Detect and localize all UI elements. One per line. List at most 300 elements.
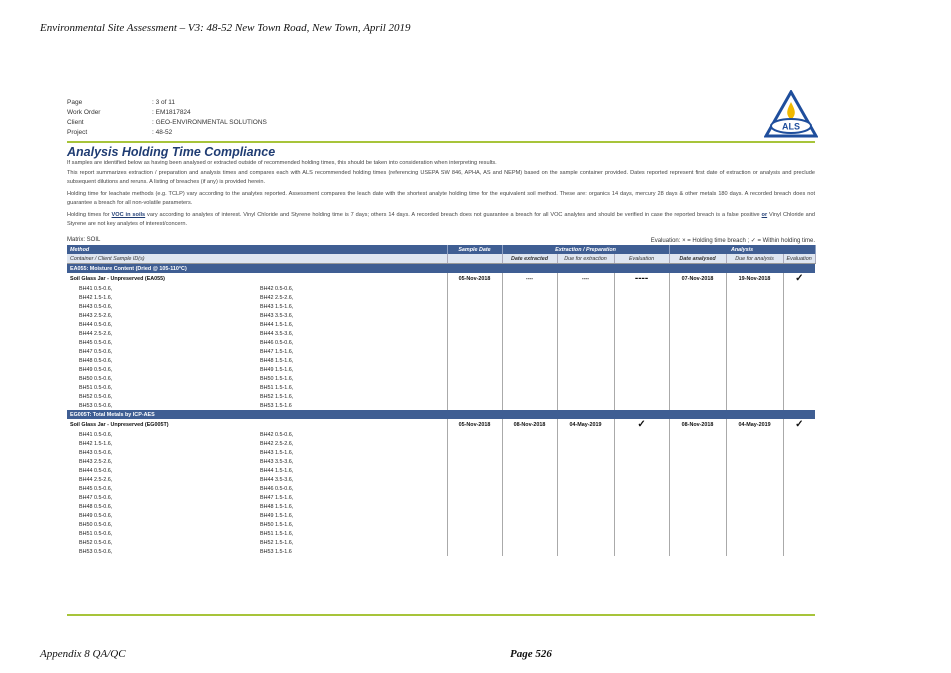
- empty-cell: [447, 511, 502, 520]
- empty-cell: [726, 484, 783, 493]
- empty-cell: [502, 392, 557, 401]
- table-row: [67, 430, 815, 439]
- empty-cell: [726, 284, 783, 293]
- empty-cell: [557, 374, 614, 383]
- table-row: [67, 383, 815, 392]
- date-extracted: ----: [502, 273, 557, 284]
- empty-cell: [447, 466, 502, 475]
- empty-cell: [726, 493, 783, 502]
- table-row: [67, 502, 815, 511]
- sample-id: BH42 1.5-1.6,: [79, 294, 113, 301]
- empty-cell: [614, 293, 669, 302]
- sample-id: BH43 3.5-3.6,: [260, 312, 294, 319]
- empty-cell: [783, 293, 815, 302]
- empty-cell: [614, 457, 669, 466]
- empty-cell: [557, 547, 614, 556]
- empty-cell: [502, 439, 557, 448]
- empty-cell: [614, 329, 669, 338]
- empty-cell: [614, 356, 669, 365]
- empty-cell: [669, 457, 726, 466]
- empty-cell: [726, 374, 783, 383]
- date-analysed: 07-Nov-2018: [669, 273, 726, 284]
- sample-id: BH43 1.5-1.6,: [260, 449, 294, 456]
- empty-cell: [557, 448, 614, 457]
- empty-cell: [726, 293, 783, 302]
- table-row: [67, 392, 815, 401]
- table-row: [67, 338, 815, 347]
- method-row-cell: [557, 410, 614, 419]
- header-extraction: Extraction / Preparation: [502, 245, 669, 254]
- empty-cell: [783, 439, 815, 448]
- sample-id: BH50 0.5-0.6,: [79, 521, 113, 528]
- method-row-cell: [669, 410, 726, 419]
- info-row: [67, 118, 267, 128]
- empty-cell: [726, 383, 783, 392]
- sample-id: BH48 0.5-0.6,: [79, 357, 113, 364]
- empty-cell: [447, 529, 502, 538]
- empty-cell: [669, 511, 726, 520]
- empty-cell: [557, 493, 614, 502]
- empty-cell: [669, 493, 726, 502]
- empty-cell: [614, 374, 669, 383]
- footer-page: [510, 648, 552, 660]
- empty-cell: [726, 511, 783, 520]
- empty-cell: [447, 284, 502, 293]
- sample-id: BH46 0.5-0.6,: [260, 339, 294, 346]
- empty-cell: [669, 430, 726, 439]
- paragraph-2: This report summarizes extraction / preparation and analysis times and compares each with ALS recommended holding times (referencing USEPA SW 846, APHA, AS and NEPM) based on the sample container provided. Dates reported represent first date of extraction or analysis and preclude subsequent dilutions and reruns. A listing of breaches (if any) is provided herein.: [67, 170, 815, 185]
- empty-cell: [783, 329, 815, 338]
- header-evaluation-1: Evaluation: [614, 254, 669, 264]
- empty-cell: [669, 302, 726, 311]
- sample-id: BH52 1.5-1.6,: [260, 393, 294, 400]
- info-value: : GEO-ENVIRONMENTAL SOLUTIONS: [152, 119, 267, 126]
- sample-id: BH41 0.5-0.6,: [79, 285, 113, 292]
- empty-cell: [614, 347, 669, 356]
- empty-cell: [502, 475, 557, 484]
- empty-cell: [502, 284, 557, 293]
- table-row: [67, 365, 815, 374]
- empty-cell: [614, 338, 669, 347]
- table-row: [67, 538, 815, 547]
- empty-cell: [783, 356, 815, 365]
- empty-cell: [502, 529, 557, 538]
- empty-cell: [614, 448, 669, 457]
- sample-id: BH53 0.5-0.6,: [79, 548, 113, 555]
- header-method: Method: [67, 245, 447, 254]
- empty-cell: [726, 466, 783, 475]
- table-row: [67, 374, 815, 383]
- table-row: [67, 302, 815, 311]
- matrix-text: Matrix: SOIL: [67, 237, 101, 243]
- header-blank: [447, 254, 502, 264]
- sample-id: BH44 0.5-0.6,: [79, 467, 113, 474]
- holding-time-table: [67, 245, 816, 556]
- bottom-divider: [67, 614, 815, 616]
- sample-id: BH51 0.5-0.6,: [79, 384, 113, 391]
- empty-cell: [614, 302, 669, 311]
- empty-cell: [557, 475, 614, 484]
- info-label: Project: [67, 129, 88, 136]
- empty-cell: [669, 529, 726, 538]
- table-row: [67, 529, 815, 538]
- empty-cell: [726, 457, 783, 466]
- table-row: [67, 448, 815, 457]
- method-row-cell: [557, 264, 614, 274]
- empty-cell: [669, 311, 726, 320]
- empty-cell: [783, 302, 815, 311]
- info-label: Page: [67, 99, 83, 106]
- empty-cell: [557, 383, 614, 392]
- empty-cell: [614, 511, 669, 520]
- empty-cell: [614, 502, 669, 511]
- header-due-analysis: Due for analysis: [726, 254, 783, 264]
- paragraph-1: If samples are identified below as having been analysed or extracted outside of recommended holding times, this should be taken into consideration when interpreting results.: [67, 160, 497, 166]
- empty-cell: [783, 383, 815, 392]
- method-name: EA055: Moisture Content (Dried @ 105-110°C): [67, 264, 447, 274]
- sample-id: BH52 0.5-0.6,: [79, 393, 113, 400]
- empty-cell: [669, 466, 726, 475]
- method-row: [67, 410, 815, 419]
- document-header: Environmental Site Assessment – V3: 48-52 New Town Road, New Town, April 2019: [40, 22, 411, 34]
- sample-id: BH43 1.5-1.6,: [260, 303, 294, 310]
- empty-cell: [614, 320, 669, 329]
- empty-cell: [726, 439, 783, 448]
- empty-cell: [726, 320, 783, 329]
- empty-cell: [447, 338, 502, 347]
- empty-cell: [557, 502, 614, 511]
- empty-cell: [447, 430, 502, 439]
- header-evaluation-2: Evaluation: [783, 254, 815, 264]
- empty-cell: [669, 392, 726, 401]
- empty-cell: [447, 392, 502, 401]
- empty-cell: [447, 293, 502, 302]
- empty-cell: [783, 493, 815, 502]
- empty-cell: [557, 439, 614, 448]
- method-row-cell: [783, 264, 815, 274]
- empty-cell: [447, 484, 502, 493]
- empty-cell: [614, 365, 669, 374]
- empty-cell: [783, 401, 815, 410]
- empty-cell: [669, 374, 726, 383]
- empty-cell: [669, 484, 726, 493]
- header-date-analysed: Date analysed: [669, 254, 726, 264]
- sample-id: BH42 2.5-2.6,: [260, 440, 294, 447]
- empty-cell: [557, 302, 614, 311]
- empty-cell: [557, 293, 614, 302]
- sample-id: BH44 2.5-2.6,: [79, 476, 113, 483]
- empty-cell: [557, 347, 614, 356]
- empty-cell: [669, 320, 726, 329]
- empty-cell: [669, 383, 726, 392]
- empty-cell: [669, 547, 726, 556]
- table-row: [67, 466, 815, 475]
- header-analysis: Analysis: [669, 245, 815, 254]
- sample-id: BH51 1.5-1.6,: [260, 384, 294, 391]
- empty-cell: [557, 284, 614, 293]
- empty-cell: [614, 284, 669, 293]
- empty-cell: [557, 466, 614, 475]
- empty-cell: [783, 320, 815, 329]
- empty-cell: [502, 448, 557, 457]
- sample-id: BH48 0.5-0.6,: [79, 503, 113, 510]
- paragraph-4: [67, 211, 815, 229]
- container-name: Soil Glass Jar - Unpreserved (EG005T): [70, 421, 169, 428]
- empty-cell: [726, 392, 783, 401]
- empty-cell: [669, 502, 726, 511]
- evaluation-analysis: ✓: [783, 273, 815, 284]
- sample-id: BH42 0.5-0.6,: [260, 285, 294, 292]
- table-row: [67, 329, 815, 338]
- empty-cell: [614, 466, 669, 475]
- empty-cell: [614, 475, 669, 484]
- empty-cell: [447, 439, 502, 448]
- empty-cell: [557, 430, 614, 439]
- empty-cell: [557, 320, 614, 329]
- empty-cell: [614, 538, 669, 547]
- empty-cell: [669, 347, 726, 356]
- empty-cell: [726, 365, 783, 374]
- empty-cell: [557, 329, 614, 338]
- sample-id: BH42 2.5-2.6,: [260, 294, 294, 301]
- empty-cell: [502, 320, 557, 329]
- empty-cell: [502, 356, 557, 365]
- empty-cell: [783, 392, 815, 401]
- empty-cell: [557, 538, 614, 547]
- empty-cell: [783, 547, 815, 556]
- empty-cell: [447, 374, 502, 383]
- logo-text: ALS: [782, 121, 800, 132]
- method-row-cell: [614, 264, 669, 274]
- empty-cell: [669, 401, 726, 410]
- empty-cell: [783, 430, 815, 439]
- sample-id: BH49 0.5-0.6,: [79, 512, 113, 519]
- empty-cell: [502, 484, 557, 493]
- empty-cell: [447, 502, 502, 511]
- empty-cell: [726, 529, 783, 538]
- header-container: Container / Client Sample ID(s): [67, 254, 447, 264]
- sample-id: BH49 0.5-0.6,: [79, 366, 113, 373]
- sample-id: BH43 2.5-2.6,: [79, 458, 113, 465]
- method-row-cell: [502, 410, 557, 419]
- header-date-extracted: Date extracted: [502, 254, 557, 264]
- sample-id: BH44 2.5-2.6,: [79, 330, 113, 337]
- empty-cell: [502, 493, 557, 502]
- method-row-cell: [447, 410, 502, 419]
- footer-page-number: Page 526: [510, 648, 552, 660]
- empty-cell: [502, 538, 557, 547]
- empty-cell: [726, 448, 783, 457]
- empty-cell: [447, 520, 502, 529]
- empty-cell: [669, 329, 726, 338]
- due-extraction: 04-May-2019: [557, 419, 614, 430]
- empty-cell: [557, 338, 614, 347]
- empty-cell: [783, 475, 815, 484]
- empty-cell: [502, 401, 557, 410]
- empty-cell: [502, 430, 557, 439]
- empty-cell: [783, 448, 815, 457]
- due-analysis: 04-May-2019: [726, 419, 783, 430]
- empty-cell: [669, 365, 726, 374]
- table-row: [67, 439, 815, 448]
- empty-cell: [726, 538, 783, 547]
- empty-cell: [783, 538, 815, 547]
- sample-id: BH41 0.5-0.6,: [79, 431, 113, 438]
- empty-cell: [614, 401, 669, 410]
- empty-cell: [669, 338, 726, 347]
- paragraph-3: Holding time for leachate methods (e.g. TCLP) vary according to the analytes reported. Assessment compares the leach date with the shortest analyte holding time for the equivalent soil method. These are: organics 14 days, mercury 28 days & other metals 180 days. A recorded breach does not guarantee a breach for all non-volatile parameters.: [67, 191, 815, 206]
- header-sample-date: Sample Date: [447, 245, 502, 254]
- empty-cell: [669, 293, 726, 302]
- empty-cell: [502, 338, 557, 347]
- empty-cell: [614, 439, 669, 448]
- empty-cell: [557, 511, 614, 520]
- empty-cell: [726, 401, 783, 410]
- empty-cell: [726, 547, 783, 556]
- empty-cell: [669, 475, 726, 484]
- table-row: [67, 293, 815, 302]
- empty-cell: [502, 520, 557, 529]
- empty-cell: [783, 457, 815, 466]
- empty-cell: [726, 338, 783, 347]
- method-row-cell: [669, 264, 726, 274]
- empty-cell: [502, 466, 557, 475]
- evaluation-legend: Evaluation: × = Holding time breach ; ✓ = Within holding time.: [650, 238, 815, 244]
- sample-date: 05-Nov-2018: [447, 419, 502, 430]
- als-logo: [764, 90, 818, 138]
- due-extraction: ----: [557, 273, 614, 284]
- info-label: Client: [67, 119, 84, 126]
- empty-cell: [726, 302, 783, 311]
- para4-text-c: Vinyl Chloride and Styrene are not key analytes of interest/concern.: [67, 212, 816, 227]
- sample-id: BH42 1.5-1.6,: [79, 440, 113, 447]
- empty-cell: [783, 502, 815, 511]
- empty-cell: [557, 484, 614, 493]
- sample-id: BH47 1.5-1.6,: [260, 494, 294, 501]
- empty-cell: [726, 347, 783, 356]
- empty-cell: [502, 502, 557, 511]
- table-row: [67, 547, 815, 556]
- info-row: [67, 108, 267, 118]
- voc-link[interactable]: VOC in soils: [111, 212, 146, 218]
- empty-cell: [447, 347, 502, 356]
- info-value: : 48-52: [152, 129, 173, 136]
- table-row: [67, 401, 815, 410]
- empty-cell: [614, 392, 669, 401]
- empty-cell: [614, 520, 669, 529]
- sample-id: BH45 0.5-0.6,: [79, 485, 113, 492]
- empty-cell: [557, 520, 614, 529]
- empty-cell: [783, 520, 815, 529]
- empty-cell: [783, 484, 815, 493]
- sample-id: BH50 0.5-0.6,: [79, 375, 113, 382]
- sample-id: BH52 1.5-1.6,: [260, 539, 294, 546]
- empty-cell: [783, 284, 815, 293]
- table-row: [67, 475, 815, 484]
- empty-cell: [557, 392, 614, 401]
- empty-cell: [726, 356, 783, 365]
- sample-id: BH47 1.5-1.6,: [260, 348, 294, 355]
- empty-cell: [726, 329, 783, 338]
- empty-cell: [614, 547, 669, 556]
- container-row: [67, 273, 815, 284]
- report-info: [67, 98, 267, 138]
- or-text: or: [761, 212, 768, 218]
- empty-cell: [557, 311, 614, 320]
- para4-text-a: Holding times for: [67, 212, 112, 218]
- due-analysis: 19-Nov-2018: [726, 273, 783, 284]
- header-due-extraction: Due for extraction: [557, 254, 614, 264]
- empty-cell: [726, 520, 783, 529]
- empty-cell: [502, 511, 557, 520]
- footer-appendix: Appendix 8 QA/QC: [40, 648, 126, 660]
- sample-id: BH43 3.5-3.6,: [260, 458, 294, 465]
- table-row: [67, 484, 815, 493]
- empty-cell: [447, 383, 502, 392]
- empty-cell: [447, 547, 502, 556]
- empty-cell: [557, 529, 614, 538]
- sample-id: BH43 0.5-0.6,: [79, 303, 113, 310]
- empty-cell: [447, 475, 502, 484]
- empty-cell: [447, 311, 502, 320]
- empty-cell: [502, 302, 557, 311]
- table-row: [67, 320, 815, 329]
- empty-cell: [669, 284, 726, 293]
- empty-cell: [502, 457, 557, 466]
- table-row: [67, 347, 815, 356]
- sample-id: BH51 0.5-0.6,: [79, 530, 113, 537]
- empty-cell: [557, 356, 614, 365]
- table-row: [67, 457, 815, 466]
- empty-cell: [447, 538, 502, 547]
- empty-cell: [447, 401, 502, 410]
- empty-cell: [502, 293, 557, 302]
- container-name: Soil Glass Jar - Unpreserved (EA055): [70, 275, 165, 282]
- sample-id: BH44 1.5-1.6,: [260, 467, 294, 474]
- empty-cell: [726, 475, 783, 484]
- empty-cell: [502, 383, 557, 392]
- empty-cell: [502, 547, 557, 556]
- sample-id: BH48 1.5-1.6,: [260, 357, 294, 364]
- empty-cell: [726, 311, 783, 320]
- sample-id: BH49 1.5-1.6,: [260, 512, 294, 519]
- empty-cell: [447, 302, 502, 311]
- table-row: [67, 356, 815, 365]
- sample-id: BH42 0.5-0.6,: [260, 431, 294, 438]
- empty-cell: [502, 329, 557, 338]
- date-analysed: 08-Nov-2018: [669, 419, 726, 430]
- sample-id: BH49 1.5-1.6,: [260, 366, 294, 373]
- empty-cell: [669, 520, 726, 529]
- sample-id: BH43 0.5-0.6,: [79, 449, 113, 456]
- table-row: [67, 511, 815, 520]
- empty-cell: [783, 311, 815, 320]
- method-row-cell: [502, 264, 557, 274]
- sample-id: BH44 3.5-3.6,: [260, 476, 294, 483]
- empty-cell: [783, 529, 815, 538]
- method-name: EG005T: Total Metals by ICP-AES: [67, 410, 447, 419]
- method-row: [67, 264, 815, 274]
- empty-cell: [726, 502, 783, 511]
- sample-id: BH52 0.5-0.6,: [79, 539, 113, 546]
- empty-cell: [726, 430, 783, 439]
- sample-id: BH53 1.5-1.6: [260, 402, 292, 409]
- sample-id: BH48 1.5-1.6,: [260, 503, 294, 510]
- sample-id: BH44 1.5-1.6,: [260, 321, 294, 328]
- table-row: [67, 520, 815, 529]
- method-row-cell: [783, 410, 815, 419]
- top-divider: [67, 141, 815, 143]
